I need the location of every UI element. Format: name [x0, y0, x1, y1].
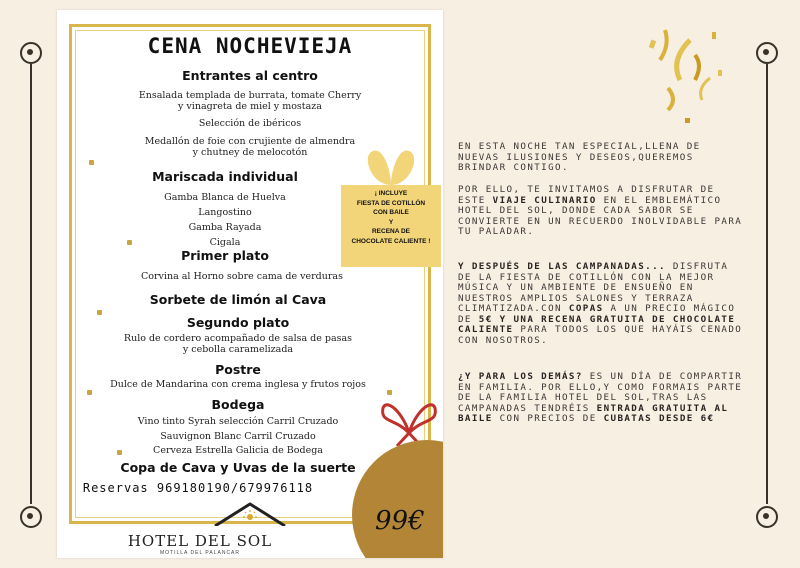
menu-item: Selección de ibéricos [198, 118, 302, 129]
menu-item: y vinagreta de miel y mostaza [178, 101, 322, 112]
menu-item: Langostino [198, 207, 252, 218]
menu-item: Rulo de cordero acompañado de salsa de pasas [123, 333, 353, 344]
party-text-end: PARA TODOS LOS QUE HAYÁIS CENADO CON NOSOTROS. [458, 324, 743, 346]
gift-line: Y [388, 218, 394, 226]
menu-item: y cebolla caramelizada [182, 344, 294, 355]
reservations-phone: Reservas 969180190/679976118 [82, 481, 314, 495]
scroll-ornament-top-left [20, 42, 42, 64]
menu-item: Cerveza Estrella Galicia de Bodega [153, 445, 323, 456]
scroll-ornament-top-right [756, 42, 778, 64]
left-divider-line [30, 64, 32, 504]
family-text: ES UN DÍA DE COMPARTIR EN FAMILIA. POR ELLO,Y COMO FORMAIS PARTE DE LA FAMILIA HOTEL DEL SOL,TRAS LAS CAMPANADAS TENDRÉIS [458, 371, 743, 414]
party-paragraph [458, 262, 743, 346]
menu-item: Cigala [209, 237, 241, 248]
party-highlight-copas: COPAS [568, 303, 604, 314]
gift-line: CON BAILE [373, 209, 409, 216]
menu-item: Ensalada templada de burrata, tomate Cherry [138, 90, 362, 101]
gift-badge [341, 145, 441, 265]
section-title: Segundo plato [186, 315, 290, 330]
section-title: Sorbete de limón al Cava [149, 292, 327, 307]
menu-item: Medallón de foie con crujiente de almendra [144, 136, 356, 147]
invitation-text: POR ELLO, TE INVITAMOS A DISFRUTAR DE ESTE [458, 184, 715, 206]
scroll-ornament-bottom-right [756, 506, 778, 528]
menu-item: Corvina al Horno sobre cama de verduras [141, 271, 343, 282]
menu-item: Vino tinto Syrah selección Carril Cruzado [137, 416, 339, 427]
scroll-ornament-bottom-left [20, 506, 42, 528]
menu-item: y chutney de melocotón [192, 147, 308, 158]
gift-line: FIESTA DE COTILLÓN [356, 199, 426, 207]
gift-line: CHOCOLATE CALIENTE ! [351, 237, 431, 245]
family-highlight-drinks: CUBATAS DESDE 6€ [603, 413, 715, 424]
party-heading: Y DESPUÉS DE LAS CAMPANADAS... [458, 261, 666, 272]
section-title: Copa de Cava y Uvas de la suerte [120, 460, 356, 475]
party-text: DISFRUTA DE LA FIESTA DE COTILLÓN CON LA MEJOR MÚSICA Y UN AMBIENTE DE ENSUEÑO EN NUESTROS AMPLIOS SALONES Y TERRAZA CLIMATIZADA.CON [458, 261, 729, 314]
gold-confetti [387, 390, 392, 395]
family-text-price: CON PRECIOS DE [492, 413, 604, 424]
gold-confetti [87, 390, 92, 395]
invitation-text-end: EN EL EMBLEMÁTICO HOTEL DEL SOL, DONDE CADA SABOR SE CONVIERTE EN UN RECUERDO INOLVIDABLE PARA TU PALADAR. [458, 194, 743, 237]
gift-line: ¡ INCLUYE [374, 190, 408, 197]
menu-card [57, 10, 443, 558]
menu-item: Gamba Rayada [188, 222, 262, 233]
invitation-paragraph [458, 185, 743, 238]
menu-title: CENA NOCHEVIEJA [147, 34, 353, 58]
intro-text: EN ESTA NOCHE TAN ESPECIAL,LLENA DE NUEVAS ILUSIONES Y DESEOS,QUEREMOS BRINDAR CONTIGO. [458, 141, 701, 173]
family-highlight-entry: ENTRADA GRATUITA AL BAILE [458, 402, 729, 424]
party-text-price: A UN PRECIO MÁGICO DE [458, 303, 736, 325]
section-title: Postre [215, 362, 261, 377]
menu-price: 99€ [375, 506, 425, 536]
menu-item: Sauvignon Blanc Carril Cruzado [160, 431, 316, 442]
party-highlight-offer: 5€ Y UNA RECENA GRATUITA DE CHOCOLATE CALIENTE [458, 313, 736, 335]
hotel-name: HOTEL DEL SOL [127, 532, 273, 550]
hotel-roof-sun-icon [205, 502, 295, 526]
family-paragraph [458, 372, 743, 425]
confetti-decoration [640, 20, 730, 130]
gold-confetti [89, 160, 94, 165]
section-title: Mariscada individual [152, 169, 298, 184]
section-title: Primer plato [181, 248, 269, 263]
gift-line: RECENA DE [371, 228, 411, 235]
gift-bow-icon [361, 145, 421, 187]
right-divider-line [766, 64, 768, 504]
section-title: Bodega [211, 397, 265, 412]
hotel-location: MOTILLA DEL PALANCAR [159, 550, 241, 556]
invitation-highlight: VIAJE CULINARIO [492, 194, 597, 206]
menu-item: Gamba Blanca de Huelva [164, 192, 286, 203]
section-title: Entrantes al centro [182, 68, 318, 83]
menu-item: Dulce de Mandarina con crema inglesa y frutos rojos [110, 379, 366, 390]
intro-paragraph [458, 142, 743, 174]
gift-text [341, 189, 441, 246]
family-heading: ¿Y PARA LOS DEMÁS? [458, 371, 583, 382]
